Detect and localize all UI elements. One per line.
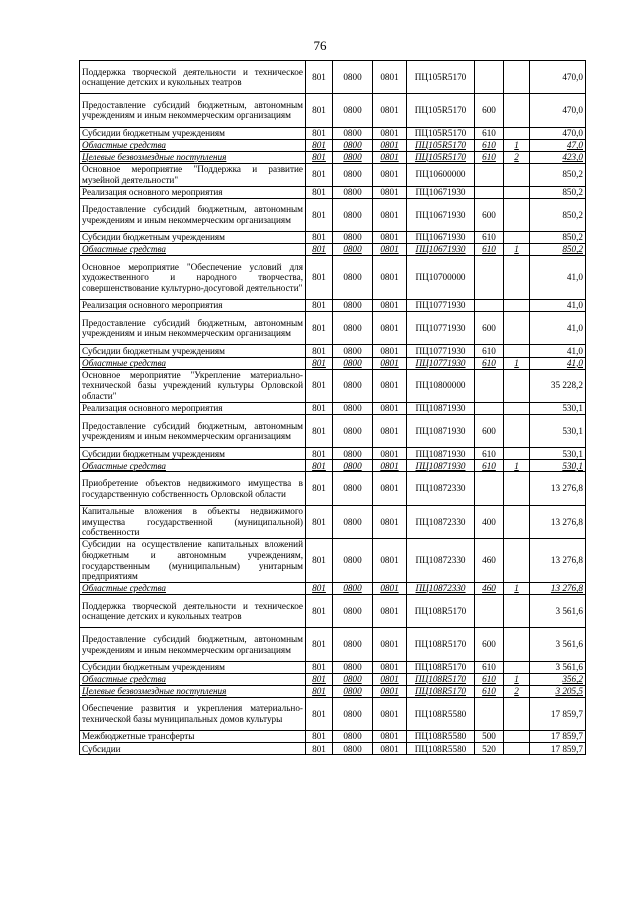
section-code-cell: 0800	[333, 595, 373, 628]
target-article-cell: ПЦ10671930	[407, 186, 475, 198]
source-code-cell	[504, 345, 530, 357]
source-code-cell	[504, 198, 530, 231]
target-article-cell: ПЦ108R5580	[407, 743, 475, 755]
table-row	[80, 685, 586, 697]
table-row	[80, 139, 586, 151]
target-article-cell: ПЦ10771930	[407, 357, 475, 369]
row-name-cell: Поддержка творческой деятельности и техническое оснащение детских и кукольных театров	[80, 61, 306, 94]
target-article-cell: ПЦ108R5170	[407, 685, 475, 697]
table-row	[80, 61, 586, 94]
ved-code-cell: 801	[306, 539, 333, 583]
expense-type-cell: 400	[475, 505, 504, 538]
section-code-cell: 0800	[333, 61, 373, 94]
expense-type-cell	[475, 697, 504, 730]
row-name-cell: Субсидии	[80, 743, 306, 755]
subsection-code-cell: 0801	[373, 415, 407, 448]
table-row	[80, 448, 586, 460]
expense-type-cell	[475, 595, 504, 628]
expense-type-cell: 610	[475, 448, 504, 460]
ved-code-cell: 801	[306, 127, 333, 139]
subsection-code-cell: 0801	[373, 345, 407, 357]
ved-code-cell: 801	[306, 743, 333, 755]
amount-cell: 850,2	[530, 244, 586, 256]
subsection-code-cell: 0801	[373, 628, 407, 661]
amount-cell: 13 276,8	[530, 505, 586, 538]
ved-code-cell: 801	[306, 595, 333, 628]
target-article-cell: ПЦ10671930	[407, 231, 475, 243]
source-code-cell	[504, 127, 530, 139]
section-code-cell: 0800	[333, 539, 373, 583]
target-article-cell: ПЦ10871930	[407, 448, 475, 460]
section-code-cell: 0800	[333, 415, 373, 448]
target-article-cell: ПЦ105R5170	[407, 94, 475, 127]
subsection-code-cell: 0801	[373, 357, 407, 369]
table-row	[80, 472, 586, 505]
target-article-cell: ПЦ108R5580	[407, 697, 475, 730]
expense-type-cell: 520	[475, 743, 504, 755]
source-code-cell: 1	[504, 582, 530, 594]
row-name-cell: Целевые безвозмездные поступления	[80, 685, 306, 697]
table-row	[80, 369, 586, 402]
amount-cell: 3 561,6	[530, 595, 586, 628]
amount-cell: 850,2	[530, 231, 586, 243]
amount-cell: 41,0	[530, 256, 586, 300]
expense-type-cell: 610	[475, 460, 504, 472]
target-article-cell: ПЦ10700000	[407, 256, 475, 300]
ved-code-cell: 801	[306, 300, 333, 312]
section-code-cell: 0800	[333, 300, 373, 312]
source-code-cell	[504, 163, 530, 186]
section-code-cell: 0800	[333, 127, 373, 139]
table-row	[80, 582, 586, 594]
section-code-cell: 0800	[333, 312, 373, 345]
table-row	[80, 300, 586, 312]
section-code-cell: 0800	[333, 472, 373, 505]
table-row	[80, 151, 586, 163]
ved-code-cell: 801	[306, 697, 333, 730]
table-row	[80, 345, 586, 357]
section-code-cell: 0800	[333, 731, 373, 743]
amount-cell: 3 205,5	[530, 685, 586, 697]
row-name-cell: Областные средства	[80, 582, 306, 594]
amount-cell: 13 276,8	[530, 582, 586, 594]
ved-code-cell: 801	[306, 312, 333, 345]
table-row	[80, 94, 586, 127]
amount-cell: 13 276,8	[530, 539, 586, 583]
ved-code-cell: 801	[306, 460, 333, 472]
ved-code-cell: 801	[306, 472, 333, 505]
expense-type-cell: 460	[475, 582, 504, 594]
row-name-cell: Целевые безвозмездные поступления	[80, 151, 306, 163]
subsection-code-cell: 0801	[373, 163, 407, 186]
expense-type-cell: 600	[475, 312, 504, 345]
section-code-cell: 0800	[333, 186, 373, 198]
ved-code-cell: 801	[306, 448, 333, 460]
amount-cell: 17 859,7	[530, 743, 586, 755]
row-name-cell: Основное мероприятие "Укрепление материально-технической базы учреждений культуры Орловской области"	[80, 369, 306, 402]
target-article-cell: ПЦ10871930	[407, 460, 475, 472]
amount-cell: 530,1	[530, 460, 586, 472]
ved-code-cell: 801	[306, 415, 333, 448]
section-code-cell: 0800	[333, 743, 373, 755]
source-code-cell	[504, 628, 530, 661]
amount-cell: 41,0	[530, 312, 586, 345]
target-article-cell: ПЦ108R5170	[407, 673, 475, 685]
page-number: 76	[313, 38, 327, 53]
table-row	[80, 163, 586, 186]
source-code-cell	[504, 312, 530, 345]
subsection-code-cell: 0801	[373, 539, 407, 583]
section-code-cell: 0800	[333, 244, 373, 256]
target-article-cell: ПЦ105R5170	[407, 139, 475, 151]
source-code-cell	[504, 61, 530, 94]
row-name-cell: Областные средства	[80, 357, 306, 369]
row-name-cell: Областные средства	[80, 460, 306, 472]
subsection-code-cell: 0801	[373, 595, 407, 628]
amount-cell: 3 561,6	[530, 661, 586, 673]
section-code-cell: 0800	[333, 685, 373, 697]
source-code-cell	[504, 472, 530, 505]
section-code-cell: 0800	[333, 505, 373, 538]
table-row	[80, 673, 586, 685]
subsection-code-cell: 0801	[373, 151, 407, 163]
target-article-cell: ПЦ105R5170	[407, 61, 475, 94]
amount-cell: 35 228,2	[530, 369, 586, 402]
section-code-cell: 0800	[333, 697, 373, 730]
ved-code-cell: 801	[306, 628, 333, 661]
expense-type-cell	[475, 256, 504, 300]
ved-code-cell: 801	[306, 256, 333, 300]
subsection-code-cell: 0801	[373, 256, 407, 300]
source-code-cell: 1	[504, 357, 530, 369]
expense-type-cell: 610	[475, 231, 504, 243]
source-code-cell: 2	[504, 685, 530, 697]
expense-type-cell: 460	[475, 539, 504, 583]
target-article-cell: ПЦ108R5170	[407, 628, 475, 661]
ved-code-cell: 801	[306, 357, 333, 369]
expense-type-cell: 610	[475, 139, 504, 151]
subsection-code-cell: 0801	[373, 300, 407, 312]
subsection-code-cell: 0801	[373, 139, 407, 151]
amount-cell: 530,1	[530, 415, 586, 448]
table-row	[80, 357, 586, 369]
source-code-cell	[504, 369, 530, 402]
row-name-cell: Областные средства	[80, 139, 306, 151]
section-code-cell: 0800	[333, 151, 373, 163]
section-code-cell: 0800	[333, 139, 373, 151]
table-row	[80, 256, 586, 300]
amount-cell: 530,1	[530, 402, 586, 414]
target-article-cell: ПЦ10771930	[407, 312, 475, 345]
subsection-code-cell: 0801	[373, 697, 407, 730]
source-code-cell	[504, 743, 530, 755]
subsection-code-cell: 0801	[373, 369, 407, 402]
amount-cell: 47,0	[530, 139, 586, 151]
subsection-code-cell: 0801	[373, 127, 407, 139]
ved-code-cell: 801	[306, 139, 333, 151]
section-code-cell: 0800	[333, 345, 373, 357]
ved-code-cell: 801	[306, 369, 333, 402]
row-name-cell: Субсидии бюджетным учреждениям	[80, 127, 306, 139]
source-code-cell: 1	[504, 460, 530, 472]
target-article-cell: ПЦ10771930	[407, 300, 475, 312]
row-name-cell: Предоставление субсидий бюджетным, автономным учреждениям и иным некоммерческим организациям	[80, 198, 306, 231]
table-row	[80, 731, 586, 743]
source-code-cell	[504, 415, 530, 448]
expense-type-cell: 500	[475, 731, 504, 743]
table-row	[80, 198, 586, 231]
section-code-cell: 0800	[333, 460, 373, 472]
ved-code-cell: 801	[306, 244, 333, 256]
section-code-cell: 0800	[333, 256, 373, 300]
ved-code-cell: 801	[306, 94, 333, 127]
source-code-cell	[504, 300, 530, 312]
budget-table	[79, 60, 586, 755]
amount-cell: 41,0	[530, 300, 586, 312]
expense-type-cell	[475, 369, 504, 402]
ved-code-cell: 801	[306, 345, 333, 357]
ved-code-cell: 801	[306, 198, 333, 231]
subsection-code-cell: 0801	[373, 61, 407, 94]
source-code-cell	[504, 448, 530, 460]
subsection-code-cell: 0801	[373, 94, 407, 127]
section-code-cell: 0800	[333, 94, 373, 127]
table-row	[80, 628, 586, 661]
table-body	[80, 61, 586, 755]
expense-type-cell	[475, 186, 504, 198]
ved-code-cell: 801	[306, 61, 333, 94]
ved-code-cell: 801	[306, 231, 333, 243]
row-name-cell: Межбюджетные трансферты	[80, 731, 306, 743]
target-article-cell: ПЦ10872330	[407, 582, 475, 594]
table-row	[80, 244, 586, 256]
ved-code-cell: 801	[306, 582, 333, 594]
row-name-cell: Реализация основного мероприятия	[80, 402, 306, 414]
amount-cell: 850,2	[530, 198, 586, 231]
subsection-code-cell: 0801	[373, 231, 407, 243]
source-code-cell: 1	[504, 139, 530, 151]
row-name-cell: Областные средства	[80, 244, 306, 256]
source-code-cell	[504, 595, 530, 628]
expense-type-cell: 610	[475, 151, 504, 163]
amount-cell: 423,0	[530, 151, 586, 163]
table-row	[80, 743, 586, 755]
source-code-cell	[504, 256, 530, 300]
table-row	[80, 661, 586, 673]
source-code-cell	[504, 661, 530, 673]
table-row	[80, 505, 586, 538]
target-article-cell: ПЦ105R5170	[407, 127, 475, 139]
ved-code-cell: 801	[306, 402, 333, 414]
target-article-cell: ПЦ10871930	[407, 402, 475, 414]
subsection-code-cell: 0801	[373, 448, 407, 460]
subsection-code-cell: 0801	[373, 472, 407, 505]
subsection-code-cell: 0801	[373, 505, 407, 538]
row-name-cell: Областные средства	[80, 673, 306, 685]
expense-type-cell	[475, 61, 504, 94]
section-code-cell: 0800	[333, 198, 373, 231]
expense-type-cell: 600	[475, 628, 504, 661]
amount-cell: 850,2	[530, 186, 586, 198]
amount-cell: 13 276,8	[530, 472, 586, 505]
ved-code-cell: 801	[306, 163, 333, 186]
source-code-cell: 2	[504, 151, 530, 163]
subsection-code-cell: 0801	[373, 198, 407, 231]
expense-type-cell: 600	[475, 198, 504, 231]
row-name-cell: Предоставление субсидий бюджетным, автономным учреждениям и иным некоммерческим организациям	[80, 415, 306, 448]
ved-code-cell: 801	[306, 661, 333, 673]
row-name-cell: Основное мероприятие "Обеспечение условий для художественного и народного творчества, совершенствование культурно-досуговой деятельности"	[80, 256, 306, 300]
expense-type-cell: 600	[475, 94, 504, 127]
table-row	[80, 539, 586, 583]
amount-cell: 17 859,7	[530, 697, 586, 730]
table-row	[80, 231, 586, 243]
amount-cell: 470,0	[530, 127, 586, 139]
expense-type-cell	[475, 300, 504, 312]
section-code-cell: 0800	[333, 673, 373, 685]
section-code-cell: 0800	[333, 163, 373, 186]
subsection-code-cell: 0801	[373, 661, 407, 673]
subsection-code-cell: 0801	[373, 731, 407, 743]
subsection-code-cell: 0801	[373, 244, 407, 256]
section-code-cell: 0800	[333, 582, 373, 594]
expense-type-cell: 610	[475, 685, 504, 697]
expense-type-cell: 610	[475, 345, 504, 357]
amount-cell: 41,0	[530, 357, 586, 369]
source-code-cell	[504, 731, 530, 743]
amount-cell: 470,0	[530, 94, 586, 127]
row-name-cell: Предоставление субсидий бюджетным, автономным учреждениям и иным некоммерческим организациям	[80, 628, 306, 661]
target-article-cell: ПЦ105R5170	[407, 151, 475, 163]
section-code-cell: 0800	[333, 448, 373, 460]
source-code-cell	[504, 697, 530, 730]
source-code-cell	[504, 231, 530, 243]
section-code-cell: 0800	[333, 628, 373, 661]
table-row	[80, 402, 586, 414]
target-article-cell: ПЦ10871930	[407, 415, 475, 448]
table-row	[80, 697, 586, 730]
row-name-cell: Субсидии бюджетным учреждениям	[80, 448, 306, 460]
subsection-code-cell: 0801	[373, 460, 407, 472]
expense-type-cell	[475, 163, 504, 186]
row-name-cell: Субсидии бюджетным учреждениям	[80, 661, 306, 673]
table-row	[80, 127, 586, 139]
source-code-cell: 1	[504, 244, 530, 256]
target-article-cell: ПЦ10771930	[407, 345, 475, 357]
target-article-cell: ПЦ10671930	[407, 198, 475, 231]
expense-type-cell: 610	[475, 127, 504, 139]
table-row	[80, 415, 586, 448]
ved-code-cell: 801	[306, 186, 333, 198]
row-name-cell: Капитальные вложения в объекты недвижимого имущества государственной (муниципальной) собственности	[80, 505, 306, 538]
ved-code-cell: 801	[306, 673, 333, 685]
source-code-cell	[504, 402, 530, 414]
amount-cell: 530,1	[530, 448, 586, 460]
section-code-cell: 0800	[333, 231, 373, 243]
table-row	[80, 460, 586, 472]
row-name-cell: Основное мероприятие "Поддержка и развитие музейной деятельности"	[80, 163, 306, 186]
ved-code-cell: 801	[306, 151, 333, 163]
expense-type-cell	[475, 472, 504, 505]
target-article-cell: ПЦ10671930	[407, 244, 475, 256]
section-code-cell: 0800	[333, 661, 373, 673]
section-code-cell: 0800	[333, 357, 373, 369]
amount-cell: 850,2	[530, 163, 586, 186]
ved-code-cell: 801	[306, 505, 333, 538]
ved-code-cell: 801	[306, 685, 333, 697]
expense-type-cell: 610	[475, 673, 504, 685]
target-article-cell: ПЦ108R5580	[407, 731, 475, 743]
amount-cell: 3 561,6	[530, 628, 586, 661]
target-article-cell: ПЦ10800000	[407, 369, 475, 402]
row-name-cell: Предоставление субсидий бюджетным, автономным учреждениям и иным некоммерческим организациям	[80, 94, 306, 127]
expense-type-cell: 610	[475, 357, 504, 369]
amount-cell: 41,0	[530, 345, 586, 357]
row-name-cell: Обеспечение развития и укрепления материально-технической базы муниципальных домов культуры	[80, 697, 306, 730]
subsection-code-cell: 0801	[373, 685, 407, 697]
row-name-cell: Реализация основного мероприятия	[80, 186, 306, 198]
target-article-cell: ПЦ10872330	[407, 505, 475, 538]
target-article-cell: ПЦ108R5170	[407, 595, 475, 628]
target-article-cell: ПЦ10600000	[407, 163, 475, 186]
source-code-cell: 1	[504, 673, 530, 685]
source-code-cell	[504, 186, 530, 198]
section-code-cell: 0800	[333, 402, 373, 414]
subsection-code-cell: 0801	[373, 673, 407, 685]
row-name-cell: Предоставление субсидий бюджетным, автономным учреждениям и иным некоммерческим организациям	[80, 312, 306, 345]
subsection-code-cell: 0801	[373, 402, 407, 414]
subsection-code-cell: 0801	[373, 312, 407, 345]
target-article-cell: ПЦ10872330	[407, 539, 475, 583]
row-name-cell: Поддержка творческой деятельности и техническое оснащение детских и кукольных театров	[80, 595, 306, 628]
source-code-cell	[504, 539, 530, 583]
target-article-cell: ПЦ10872330	[407, 472, 475, 505]
row-name-cell: Субсидии бюджетным учреждениям	[80, 345, 306, 357]
section-code-cell: 0800	[333, 369, 373, 402]
amount-cell: 356,2	[530, 673, 586, 685]
row-name-cell: Приобретение объектов недвижимого имущества в государственную собственность Орловской области	[80, 472, 306, 505]
subsection-code-cell: 0801	[373, 743, 407, 755]
source-code-cell	[504, 505, 530, 538]
subsection-code-cell: 0801	[373, 582, 407, 594]
expense-type-cell: 610	[475, 661, 504, 673]
target-article-cell: ПЦ108R5170	[407, 661, 475, 673]
expense-type-cell: 610	[475, 244, 504, 256]
table-row	[80, 312, 586, 345]
table-row	[80, 186, 586, 198]
row-name-cell: Субсидии на осуществление капитальных вложений бюджетным и автономным учреждениям, государственным (муниципальным) унитарным предприятиям	[80, 539, 306, 583]
amount-cell: 17 859,7	[530, 731, 586, 743]
row-name-cell: Реализация основного мероприятия	[80, 300, 306, 312]
ved-code-cell: 801	[306, 731, 333, 743]
source-code-cell	[504, 94, 530, 127]
expense-type-cell: 600	[475, 415, 504, 448]
subsection-code-cell: 0801	[373, 186, 407, 198]
row-name-cell: Субсидии бюджетным учреждениям	[80, 231, 306, 243]
table-row	[80, 595, 586, 628]
amount-cell: 470,0	[530, 61, 586, 94]
expense-type-cell	[475, 402, 504, 414]
